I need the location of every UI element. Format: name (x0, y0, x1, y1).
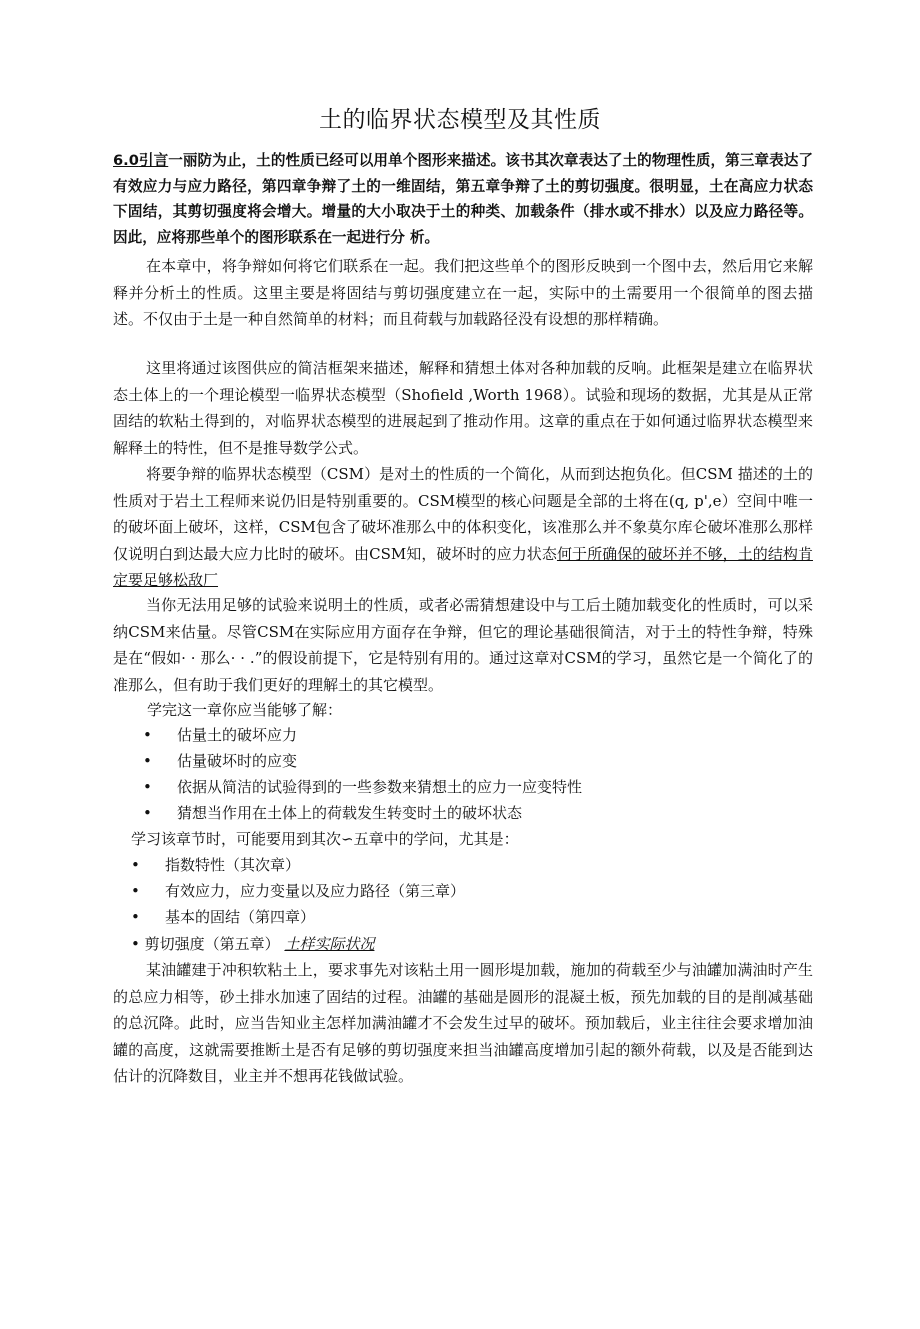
intro-paragraph (113, 148, 813, 250)
prereq-intro: 学习该章节时，可能要用到其次∽五章中的学问，尤其是： (131, 830, 519, 848)
list-item-label: 估量土的破坏应力 (177, 726, 298, 744)
list-item (143, 776, 582, 798)
paragraph-1: 在本章中，将争辩如何将它们联系在一起。我们把这些单个的图形反映到一个图中去，然后用它来解释并分析土的性质。这里主要是将固结与剪切强度建立在一起，实际中的土需要用一个很简单的图去描述。不仅由于土是一种自然简单的材料；而且荷载与加载路径没有设想的那样精确。 (113, 257, 813, 328)
bullet-icon: • (131, 935, 140, 953)
list-item (131, 906, 315, 928)
subsection-heading: 土样实际状况 (284, 935, 375, 953)
section-title: 引言 (138, 152, 169, 169)
paragraph-3 (113, 461, 813, 594)
bullet-icon: • (143, 726, 152, 744)
bullet-icon: • (143, 778, 152, 796)
bullet-icon: • (131, 908, 140, 926)
list-item (131, 854, 300, 876)
intro-text: 一丽防为止，土的性质已经可以用单个图形来描述。该书其次章表达了土的物理性质，第三章表达了有效应力与应力路径，第四章争辩了土的一维固结，第五章争辩了土的剪切强度。很明显，土在高应力状态下固结，其剪切强度将会增大。增量的大小取决于土的种类、加载条件（排水或不排水）以及应力路径等。因此，应将那些单个的图形联系在一起进行分 析。 (113, 152, 813, 246)
page-title: 土的临界状态模型及其性质 (319, 107, 601, 133)
list-item (143, 724, 297, 746)
paragraph-2: 这里将通过该图供应的简洁框架来描述，解释和猜想土体对各种加载的反响。此框架是建立在临界状态土体上的一个理论模型一临界状态模型（Shofield ,Worth 1968）。试验和现场的数据，尤其是从正常固结的软粘土得到的，对临界状态模型的进展起到了推动作用。这章的重点在于如何通过临界状态模型来解释土的特性，但不是推导数学公式。 (113, 359, 813, 457)
list-item (131, 880, 465, 902)
list-item-label: 剪切强度（第五章） (144, 935, 280, 953)
learn-intro: 学完这一章你应当能够了解： (147, 701, 343, 719)
list-item-label: 猜想当作用在土体上的荷载发生转变时土的破坏状态 (177, 804, 523, 822)
bullet-icon: • (131, 882, 140, 900)
bullet-icon: • (143, 804, 152, 822)
list-item (143, 750, 297, 772)
paragraph-4: 当你无法用足够的试验来说明土的性质，或者必需猜想建设中与工后土随加载变化的性质时，可以采纳CSM来估量。尽管CSM在实际应用方面存在争辩，但它的理论基础很简洁，对于土的特性争辩，特殊是在“假如· · 那么· · .”的假设前提下，它是特别有用的。通过这章对CSM的学习，虽然它是一个简化了的准那么，但有助于我们更好的理解土的其它模型。 (113, 596, 813, 694)
bullet-icon: • (131, 856, 140, 874)
paragraph-5: 某油罐建于冲积软粘土上，要求事先对该粘土用一圆形堤加载，施加的荷载至少与油罐加满油时产生的总应力相等，砂土排水加速了固结的过程。油罐的基础是圆形的混凝土板，预先加载的目的是削减基础的总沉降。此时，应当告知业主怎样加满油罐才不会发生过早的破坏。预加载后，业主往往会要求增加油罐的高度，这就需要推断土是否有足够的剪切强度来担当油罐高度增加引起的额外荷载，以及是否能到达估计的沉降数目，业主并不想再花钱做试验。 (113, 961, 813, 1085)
paragraph-3-underlined: 何于所确保的破坏并不够，土的结构肯定要足够松敌厂 (113, 544, 813, 589)
list-item-label: 基本的固结（第四章） (165, 908, 316, 926)
bullet-icon: • (143, 752, 152, 770)
list-item (143, 802, 522, 824)
list-item-label: 有效应力，应力变量以及应力路径（第三章） (165, 882, 466, 900)
section-number: 6.0 (113, 152, 139, 169)
list-item-label: 依据从简洁的试验得到的一些参数来猜想土的应力一应变特性 (177, 778, 583, 796)
list-item-label: 估量破坏时的应变 (177, 752, 298, 770)
paragraph-3-text: 将要争辩的临界状态模型（CSM）是对土的性质的一个简化，从而到达抱负化。但CSM 描述的土的性质对于岩土工程师来说仍旧是特别重要的。CSM模型的核心问题是全部的土将在(q, p',e）空间中唯一的破坏面上破坏，这样，CSM包含了破坏准那么中的体积变化，该准那么并不象莫尔库仑破坏准那么那样仅说明白到达最大应力比时的破坏。由CSM知，破坏时的应力状态 (113, 465, 813, 563)
list-item-label: 指数特性（其次章） (165, 856, 301, 874)
list-item (131, 933, 374, 955)
